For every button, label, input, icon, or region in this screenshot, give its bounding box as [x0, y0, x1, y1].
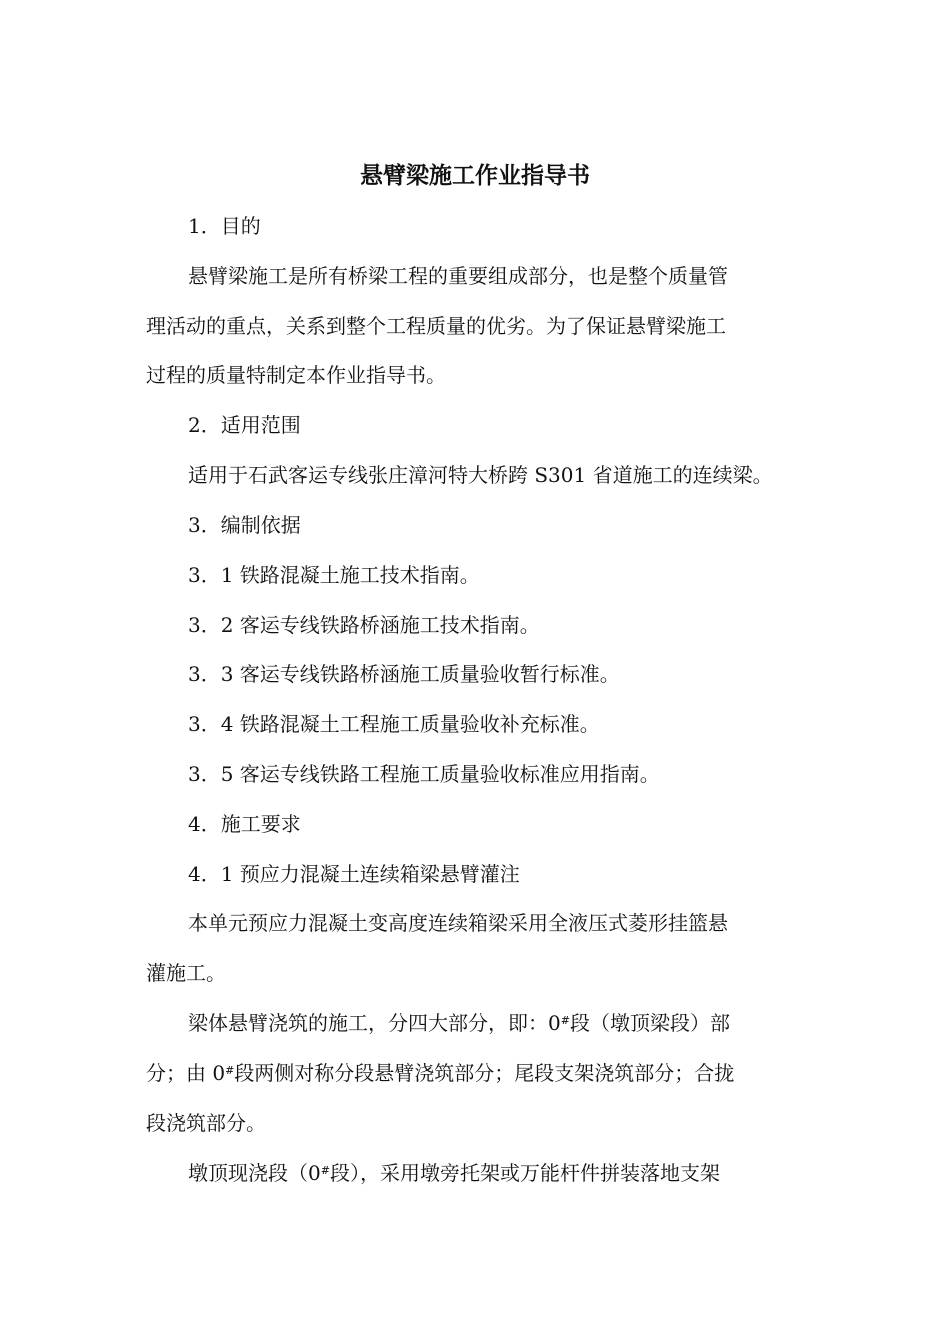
- section-heading: 2．适用范围: [188, 413, 301, 437]
- text-span: 梁体悬臂浇筑的施工，分四大部分，即：0: [188, 1011, 561, 1035]
- paragraph-line: 过程的质量特制定本作业指导书。: [146, 363, 446, 387]
- paragraph-line: 适用于石武客运专线张庄漳河特大桥跨 S301 省道施工的连续梁。: [188, 463, 773, 487]
- list-item: 3．1 铁路混凝土施工技术指南。: [188, 563, 480, 587]
- superscript-mark: #: [320, 1164, 330, 1177]
- text-span: 段），采用墩旁托架或万能杆件拼装落地支架: [329, 1161, 720, 1185]
- list-item: 3．2 客运专线铁路桥涵施工技术指南。: [188, 613, 540, 637]
- section-heading: 3．编制依据: [188, 513, 301, 537]
- superscript-mark: #: [560, 1014, 570, 1027]
- text-span: 段（墩顶梁段）部: [569, 1011, 730, 1035]
- list-item: 3．3 客运专线铁路桥涵施工质量验收暂行标准。: [188, 662, 620, 686]
- paragraph-line: 理活动的重点，关系到整个工程质量的优劣。为了保证悬臂梁施工: [146, 314, 726, 338]
- paragraph-line: [188, 1156, 720, 1190]
- text-span: 分；由 0: [146, 1061, 226, 1085]
- text-span: 墩顶现浇段（0: [188, 1161, 321, 1185]
- paragraph-line: 灌施工。: [146, 961, 226, 985]
- paragraph-line: 本单元预应力混凝土变高度连续箱梁采用全液压式菱形挂篮悬: [188, 911, 728, 935]
- document-title: 悬臂梁施工作业指导书: [360, 162, 590, 189]
- section-heading: 1．目的: [188, 214, 261, 238]
- paragraph-line: 段浇筑部分。: [146, 1111, 266, 1135]
- text-span: 段两侧对称分段悬臂浇筑部分；尾段支架浇筑部分；合拢: [234, 1061, 735, 1085]
- subsection-heading: 4．1 预应力混凝土连续箱梁悬臂灌注: [188, 862, 520, 886]
- section-heading: 4．施工要求: [188, 812, 301, 836]
- list-item: 3．4 铁路混凝土工程施工质量验收补充标准。: [188, 712, 600, 736]
- paragraph-line: [146, 1056, 734, 1090]
- superscript-mark: #: [225, 1064, 235, 1077]
- list-item: 3．5 客运专线铁路工程施工质量验收标准应用指南。: [188, 762, 660, 786]
- paragraph-line: 悬臂梁施工是所有桥梁工程的重要组成部分，也是整个质量管: [188, 264, 728, 288]
- paragraph-line: [188, 1006, 730, 1040]
